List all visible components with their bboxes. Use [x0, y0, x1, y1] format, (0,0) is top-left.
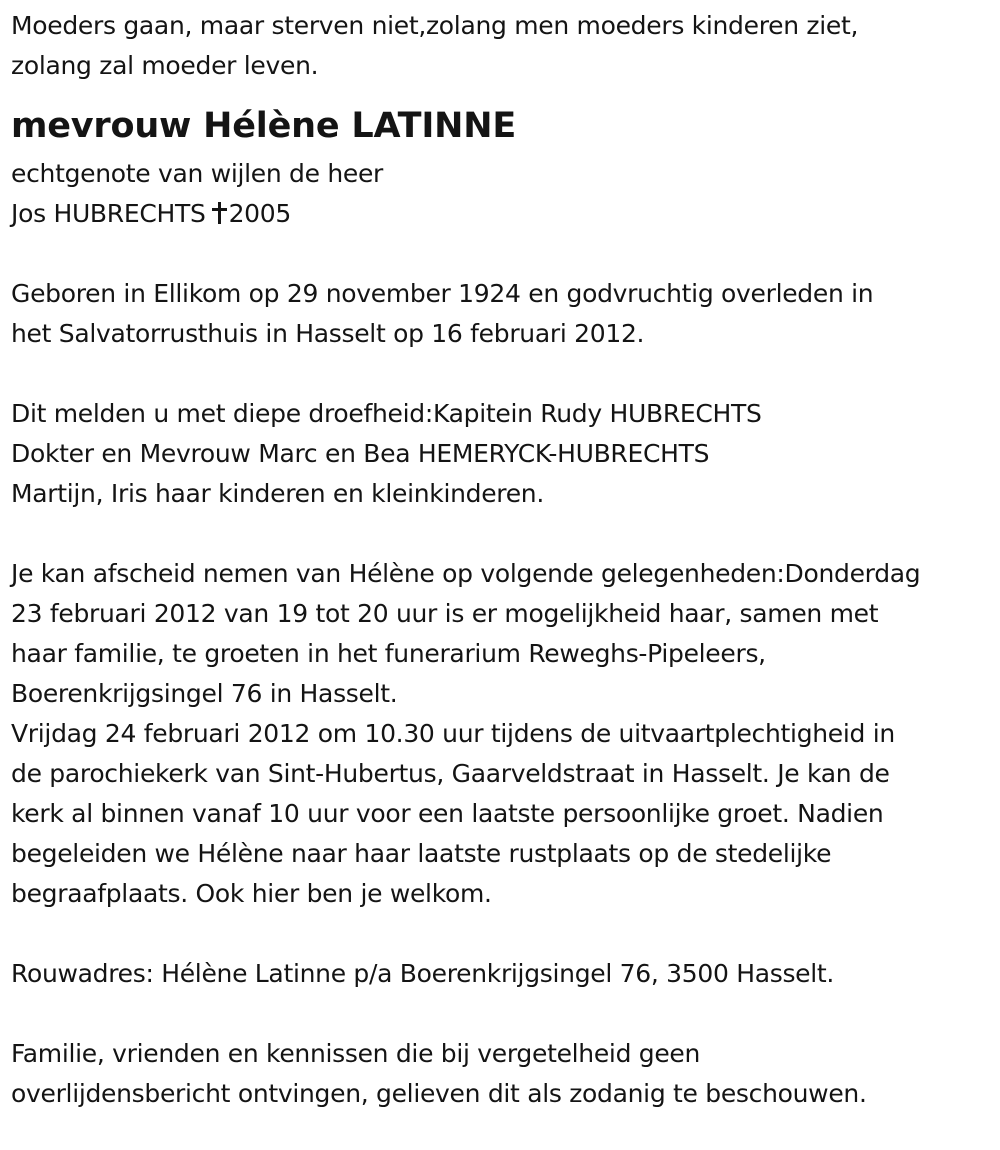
spouse-intro: echtgenote van wijlen de heer — [11, 159, 384, 188]
paragraph-line: begraafplaats. Ook hier ben je welkom. — [11, 879, 492, 908]
paragraph-line: Dokter en Mevrouw Marc en Bea HEMERYCK-HUBRECHTS — [11, 439, 710, 468]
spacer — [11, 514, 996, 554]
spacer — [11, 994, 996, 1034]
quote-block — [11, 6, 996, 86]
spacer — [11, 354, 996, 394]
paragraph-line: Dit melden u met diepe droefheid:Kapitein Rudy HUBRECHTS — [11, 399, 762, 428]
spouse-death-year: 2005 — [228, 199, 291, 228]
closing-paragraph — [11, 1034, 996, 1114]
paragraph-line: begeleiden we Hélène naar haar laatste rustplaats op de stedelijke — [11, 839, 832, 868]
paragraph-line: overlijdensbericht ontvingen, gelieven dit als zodanig te beschouwen. — [11, 1079, 867, 1108]
obituary-notice — [11, 6, 996, 1114]
ceremony-paragraph — [11, 554, 996, 914]
quote-line: zolang zal moeder leven. — [11, 51, 319, 80]
quote-line: Moeders gaan, maar sterven niet,zolang men moeders kinderen ziet, — [11, 11, 859, 40]
mourning-address: Rouwadres: Hélène Latinne p/a Boerenkrijgsingel 76, 3500 Hasselt. — [11, 959, 835, 988]
spouse-name: Jos HUBRECHTS — [11, 199, 206, 228]
deceased-name: mevrouw Hélène LATINNE — [11, 106, 517, 146]
paragraph-line: 23 februari 2012 van 19 tot 20 uur is er mogelijkheid haar, samen met — [11, 599, 879, 628]
birth-death-paragraph — [11, 274, 996, 354]
paragraph-line: Familie, vrienden en kennissen die bij vergetelheid geen — [11, 1039, 701, 1068]
spacer — [11, 914, 996, 954]
spacer — [11, 234, 996, 274]
paragraph-line: de parochiekerk van Sint-Hubertus, Gaarveldstraat in Hasselt. Je kan de — [11, 759, 890, 788]
paragraph-line: het Salvatorrusthuis in Hasselt op 16 februari 2012. — [11, 319, 645, 348]
cross-icon — [212, 202, 226, 224]
paragraph-line: Martijn, Iris haar kinderen en kleinkinderen. — [11, 479, 544, 508]
family-paragraph — [11, 394, 996, 514]
paragraph-line: Vrijdag 24 februari 2012 om 10.30 uur tijdens de uitvaartplechtigheid in — [11, 719, 895, 748]
spouse-block — [11, 154, 996, 234]
paragraph-line: Boerenkrijgsingel 76 in Hasselt. — [11, 679, 398, 708]
paragraph-line: Je kan afscheid nemen van Hélène op volgende gelegenheden:Donderdag — [11, 559, 921, 588]
paragraph-line: kerk al binnen vanaf 10 uur voor een laatste persoonlijke groet. Nadien — [11, 799, 884, 828]
spouse-line — [11, 194, 996, 234]
paragraph-line: haar familie, te groeten in het funerarium Reweghs-Pipeleers, — [11, 639, 766, 668]
paragraph-line: Geboren in Ellikom op 29 november 1924 en godvruchtig overleden in — [11, 279, 874, 308]
